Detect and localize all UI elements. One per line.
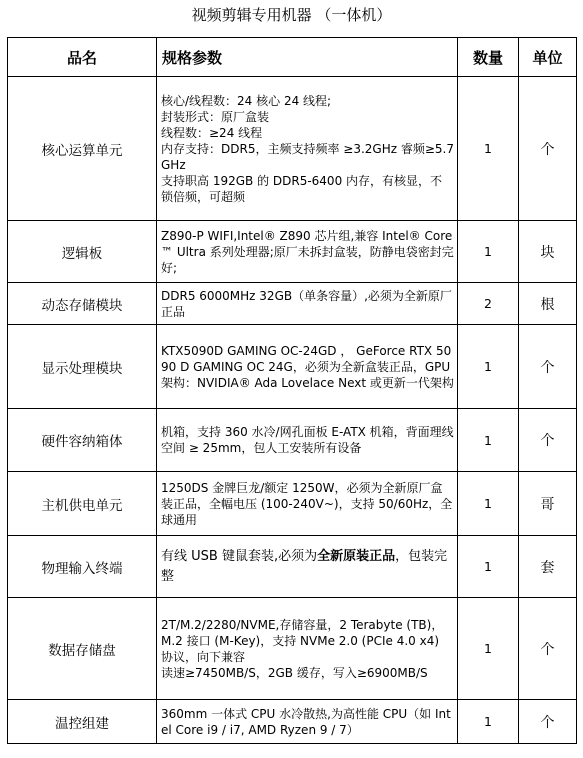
table-row: [8, 536, 577, 598]
spec-line: 封装形式：原厂盒装: [161, 109, 270, 124]
table-row: [8, 221, 577, 283]
row-name: 温控组建: [8, 700, 157, 744]
table-row: [8, 598, 577, 700]
spec-line: 2T/M.2/2280/NVME,存储容量，2 Terabyte (TB)，M.2 接口 (M-Key)，支持 NVMe 2.0 (PCIe 4.0 x4) 协议，向下兼容: [161, 617, 444, 664]
row-unit: 个: [519, 409, 577, 472]
row-spec: [157, 221, 458, 283]
table-header-row: [8, 38, 577, 77]
row-qty: 1: [458, 77, 519, 221]
spec-line: 360mm 一体式 CPU 水冷散热,为高性能 CPU（如 Intel Core i9 / i7, AMD Ryzen 9 / 7）: [161, 706, 451, 737]
row-qty: 1: [458, 221, 519, 283]
spec-line: 核心/线程数：24 核心 24 线程;: [161, 93, 332, 108]
row-unit: 套: [519, 536, 577, 598]
table-row: [8, 283, 577, 325]
row-spec: [157, 598, 458, 700]
spec-line: DDR5 6000MHz 32GB（单条容量）,必须为全新原厂正品: [161, 288, 452, 319]
header-name: 品名: [8, 38, 157, 77]
header-spec: 规格参数: [157, 38, 458, 77]
row-name: 硬件容纳箱体: [8, 409, 157, 472]
row-qty: 1: [458, 325, 519, 409]
row-unit: 块: [519, 221, 577, 283]
header-qty: 数量: [458, 38, 519, 77]
row-spec: [157, 283, 458, 325]
row-spec: [157, 325, 458, 409]
row-unit: 个: [519, 325, 577, 409]
row-qty: 1: [458, 536, 519, 598]
row-name: 显示处理模块: [8, 325, 157, 409]
row-name: 物理输入终端: [8, 536, 157, 598]
row-name: 数据存储盘: [8, 598, 157, 700]
spec-line: 内存支持：DDR5，主频支持频率 ≥3.2GHz 睿频≥5.7GHz: [161, 141, 454, 172]
row-name: 逻辑板: [8, 221, 157, 283]
row-spec: [157, 700, 458, 744]
row-unit: 根: [519, 283, 577, 325]
row-spec: [157, 536, 458, 598]
spec-line: Z890-P WIFI,Intel® Z890 芯片组,兼容 Intel® Core™ Ultra 系列处理器;原厂未拆封盒装，防静电袋密封完好;: [161, 228, 454, 275]
row-unit: 个: [519, 598, 577, 700]
spec-line: 支持职高 192GB 的 DDR5-6400 内存，有核显，不锁倍频，可超频: [161, 173, 443, 204]
row-spec: [157, 77, 458, 221]
row-qty: 1: [458, 472, 519, 536]
row-qty: 1: [458, 409, 519, 472]
spec-line: 读速≥7450MB/S，2GB 缓存，写入≥6900MB/S: [161, 665, 428, 680]
row-name: 动态存储模块: [8, 283, 157, 325]
document-title: 视频剪辑专用机器 （一体机）: [191, 6, 392, 24]
row-qty: 1: [458, 598, 519, 700]
row-name: 主机供电单元: [8, 472, 157, 536]
row-unit: 个: [519, 700, 577, 744]
table-row: [8, 700, 577, 744]
spec-emphasis: 全新原装正品: [317, 548, 396, 564]
spec-line: 线程数：≥24 线程: [161, 125, 263, 140]
row-spec: [157, 409, 458, 472]
row-unit: 个: [519, 77, 577, 221]
spec-line: KTX5090D GAMING OC-24GD ， GeForce RTX 5090 D GAMING OC 24G，必须为全新盒装正品，GPU 架构：NVIDIA® Ada Lovelace Next 或更新一代架构: [161, 343, 454, 390]
spec-line: 机箱，支持 360 水冷/网孔面板 E-ATX 机箱，背面理线空间 ≥ 25mm，包人工安装所有设备: [161, 425, 454, 455]
row-name: 核心运算单元: [8, 77, 157, 221]
spec-text: 有线 USB 键鼠套装,必须为: [161, 548, 318, 564]
table-row: [8, 77, 577, 221]
row-qty: 1: [458, 700, 519, 744]
table-row: [8, 325, 577, 409]
spec-table: [7, 37, 577, 744]
spec-text: ，包装完整: [161, 548, 448, 584]
row-unit: 哥: [519, 472, 577, 536]
table-row: [8, 409, 577, 472]
spec-line: 1250DS 金牌巨龙/额定 1250W，必须为全新原厂盒装正品，全幅电压 (100-240V~)，支持 50/60Hz，全球通用: [161, 480, 453, 527]
row-spec: [157, 472, 458, 536]
table-row: [8, 472, 577, 536]
row-qty: 2: [458, 283, 519, 325]
header-unit: 单位: [519, 38, 577, 77]
